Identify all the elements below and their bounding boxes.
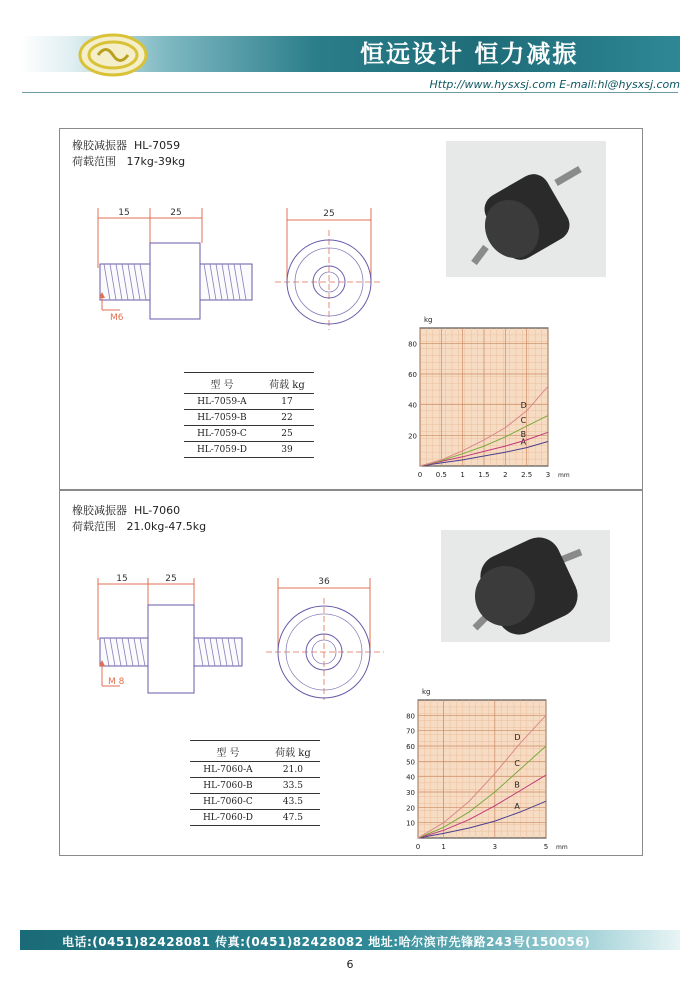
- dim-label-left: 15: [116, 574, 128, 584]
- table-row: HL-7060-C 43.5: [190, 794, 320, 810]
- product-photo-hl7060: [441, 530, 610, 642]
- series-label-C: C: [514, 759, 520, 768]
- col-header-model: 型 号: [190, 741, 266, 762]
- series-label-B: B: [520, 429, 527, 439]
- x-tick-label: 0: [415, 843, 421, 851]
- x-tick-label: 2: [503, 471, 508, 479]
- header-divider: [22, 92, 678, 93]
- technical-drawing-front: [275, 200, 385, 330]
- header-contact-url[interactable]: Http://www.hysxsj.com E-mail:hl@hysxsj.com: [429, 78, 680, 91]
- x-tick-label: 5: [543, 843, 549, 851]
- table-row: HL-7059-D 39: [184, 442, 314, 458]
- table-row: HL-7059-A 17: [184, 394, 314, 410]
- series-label-A: A: [520, 437, 527, 447]
- product-title: 橡胶减振器 HL-7060: [72, 504, 181, 517]
- y-tick-label: 60: [408, 371, 417, 379]
- x-tick-label: 0.5: [435, 471, 447, 479]
- header-title: 恒远设计 恒力减振: [360, 40, 579, 68]
- dim-label-left: 15: [118, 208, 130, 218]
- dim-label-mid: 25: [165, 574, 177, 584]
- table-row: HL-7059-C 25: [184, 426, 314, 442]
- x-tick-label: 1.5: [478, 471, 490, 479]
- product-title: 橡胶减振器 HL-7059: [72, 139, 181, 152]
- thread-label: M 8: [108, 677, 125, 687]
- table-row: HL-7059-B 22: [184, 410, 314, 426]
- y-tick-label: 10: [406, 819, 415, 828]
- col-header-load: 荷载 kg: [266, 741, 320, 762]
- x-tick-label: 0: [417, 471, 423, 479]
- y-tick-label: 40: [408, 401, 417, 410]
- x-tick-label: 2.5: [521, 471, 533, 479]
- y-tick-label: 40: [406, 773, 415, 782]
- spec-table-hl7060: [190, 740, 320, 826]
- load-deflection-chart-hl7060: [398, 680, 568, 852]
- y-tick-label: 50: [406, 758, 415, 767]
- series-label-A: A: [514, 801, 520, 811]
- x-axis-label: mm: [556, 844, 568, 851]
- col-header-load: 荷载 kg: [260, 373, 314, 394]
- thread-label: M6: [110, 313, 124, 323]
- y-tick-label: 80: [406, 712, 415, 721]
- spec-table-hl7059: [184, 372, 314, 458]
- load-deflection-chart-hl7059: [400, 308, 570, 480]
- y-axis-label: kg: [424, 316, 433, 324]
- y-axis-label: kg: [422, 688, 431, 696]
- page-number: 6: [346, 958, 354, 971]
- x-tick-label: 3: [545, 471, 551, 479]
- y-tick-label: 60: [406, 743, 415, 751]
- table-row: HL-7060-D 47.5: [190, 810, 320, 826]
- y-tick-label: 30: [406, 789, 415, 797]
- dim-label-diameter: 36: [318, 577, 330, 587]
- series-label-C: C: [520, 416, 527, 426]
- x-tick-label: 1: [441, 843, 446, 851]
- company-logo: [78, 32, 148, 78]
- y-tick-label: 20: [408, 432, 417, 441]
- col-header-model: 型 号: [184, 373, 260, 394]
- y-tick-label: 20: [406, 804, 415, 813]
- product-photo-hl7059: [446, 141, 606, 277]
- dim-label-mid: 25: [170, 208, 182, 218]
- x-axis-label: mm: [558, 472, 570, 479]
- technical-drawing-side: [90, 198, 260, 328]
- series-label-D: D: [514, 732, 521, 742]
- x-tick-label: 1: [460, 471, 465, 479]
- table-row: HL-7060-B 33.5: [190, 778, 320, 794]
- y-tick-label: 70: [406, 727, 415, 736]
- series-label-D: D: [520, 400, 527, 410]
- dim-label-diameter: 25: [323, 209, 335, 219]
- table-row: HL-7060-A 21.0: [190, 762, 320, 778]
- load-range: 荷载范围 17kg-39kg: [72, 155, 186, 168]
- x-tick-label: 3: [492, 843, 498, 851]
- series-label-B: B: [514, 780, 520, 790]
- technical-drawing-side: [90, 570, 260, 700]
- footer-contact: 电话:(0451)82428081 传真:(0451)82428082 地址:哈尔滨市先锋路243号(150056): [62, 935, 591, 949]
- technical-drawing-front: [266, 572, 386, 702]
- y-tick-label: 80: [408, 340, 417, 349]
- load-range: 荷载范围 21.0kg-47.5kg: [72, 520, 207, 533]
